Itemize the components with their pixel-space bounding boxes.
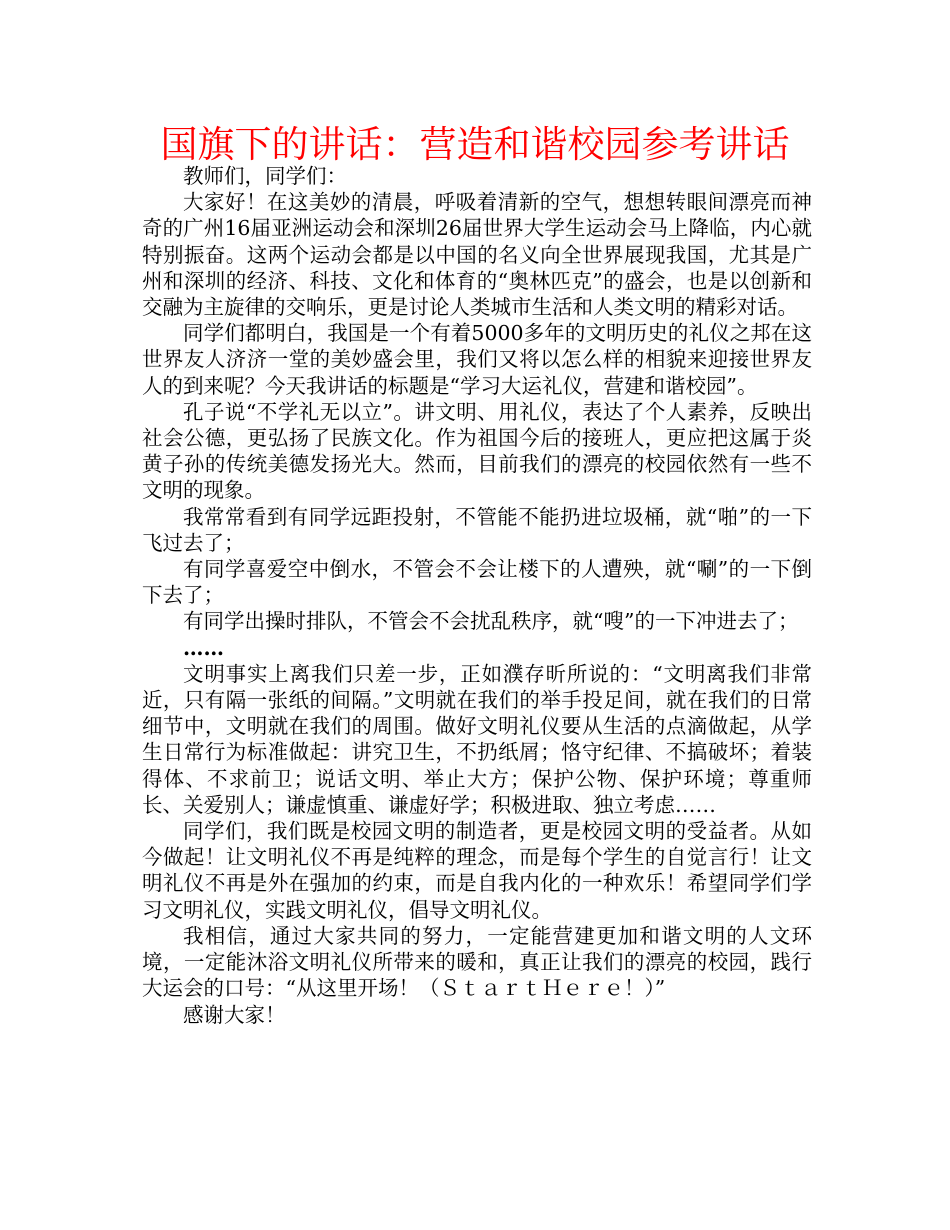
paragraph-belief: 我相信，通过大家共同的努力，一定能营建更加和谐文明的人文环境，一定能沐浴文明礼仪所带来的暖和，真正让我们的漂亮的校园，践行大运会的口号：“从这里开场！（ＳｔａｒｔＨｅｒｅ！）”	[142, 923, 812, 1001]
paragraph-example-water: 有同学喜爱空中倒水，不管会不会让楼下的人遭殃，就“唰”的一下倒下去了；	[142, 557, 812, 608]
paragraph-example-throwing: 我常常看到有同学远距投射，不管能不能扔进垃圾桶，就“啪”的一下飞过去了；	[142, 504, 812, 555]
paragraph-students-role: 同学们，我们既是校园文明的制造者，更是校园文明的受益者。从如今做起！让文明礼仪不再是纯粹的理念，而是每个学生的自觉言行！让文明礼仪不再是外在强加的约束，而是自我内化的一种欢乐！希望同学们学习文明礼仪，实践文明礼仪，倡导文明礼仪。	[142, 819, 812, 922]
salutation: 教师们，同学们：	[183, 164, 347, 188]
ellipsis-line: ……	[183, 635, 224, 660]
paragraph-greeting: 大家好！在这美妙的清晨，呼吸着清新的空气，想想转眼间漂亮而神奇的广州16届亚洲运动会和深圳26届世界大学生运动会马上降临，内心就特别振奋。这两个运动会都是以中国的名义向全世界展现我国，尤其是广州和深圳的经济、科技、文化和体育的“奥林匹克”的盛会，也是以创新和交融为主旋律的交响乐，更是讨论人类城市生活和人类文明的精彩对话。	[142, 190, 812, 320]
document-title: 国旗下的讲话：营造和谐校园参考讲话	[160, 123, 790, 166]
paragraph-etiquette-nation: 同学们都明白，我国是一个有着5000多年的文明历史的礼仪之邦在这世界友人济济一堂的美妙盛会里，我们又将以怎么样的相貌来迎接世界友人的到来呢？今天我讲话的标题是“学习大运礼仪，营建和谐校园”。	[142, 321, 812, 398]
paragraph-civilization-close: 文明事实上离我们只差一步，正如濮存昕所说的：“文明离我们非常近，只有隔一张纸的间隔。”文明就在我们的举手投足间，就在我们的日常细节中，文明就在我们的周围。做好文明礼仪要从生活的点滴做起，从学生日常行为标准做起：讲究卫生，不扔纸屑；恪守纪律、不搞破坏；着装得体、不求前卫；说话文明、举止大方；保护公物、保护环境；尊重师长、关爱别人；谦虚慎重、谦虚好学；积极进取、独立考虑……	[142, 661, 812, 817]
paragraph-example-queue: 有同学出操时排队，不管会不会扰乱秩序，就“嗖”的一下冲进去了；	[183, 609, 799, 634]
paragraph-confucius: 孔子说“不学礼无以立”。讲文明、用礼仪，表达了个人素养，反映出社会公德，更弘扬了民族文化。作为祖国今后的接班人，更应把这属于炎黄子孙的传统美德发扬光大。然而，目前我们的漂亮的校园依然有一些不文明的现象。	[142, 399, 812, 503]
paragraph-thanks: 感谢大家！	[183, 1002, 286, 1027]
document-body	[142, 163, 812, 1028]
